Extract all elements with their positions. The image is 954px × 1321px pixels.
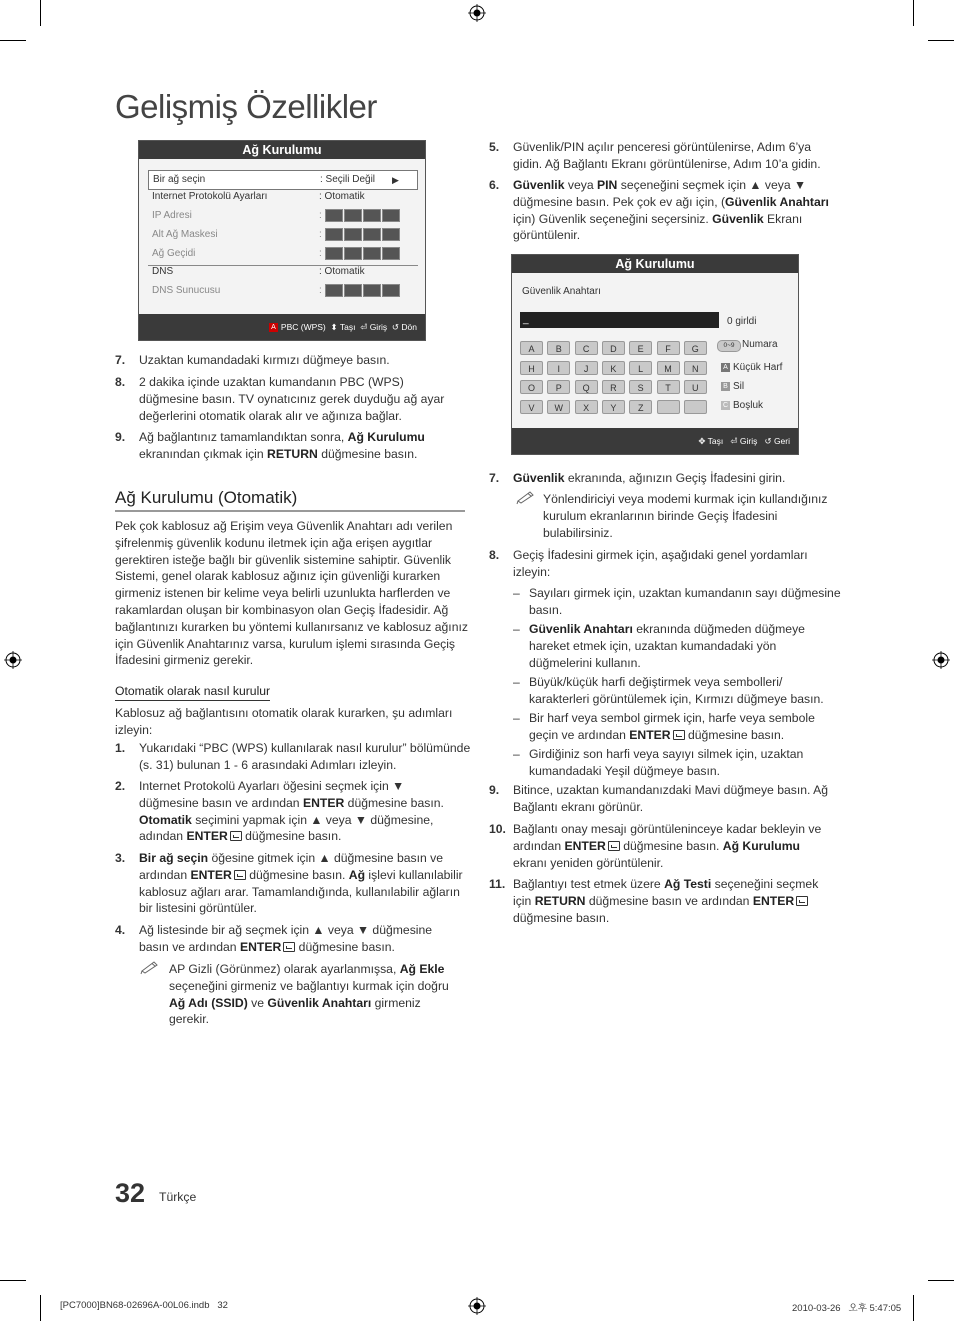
subnet-mask-row: Alt Ağ Maskesi : <box>148 226 418 244</box>
key-g[interactable]: G <box>684 341 707 355</box>
char-count: 0 girldi <box>727 316 757 327</box>
security-key-input[interactable]: _ <box>520 312 719 328</box>
enter-icon <box>608 841 620 851</box>
key-i[interactable]: I <box>547 361 570 375</box>
crop-mark <box>40 1295 41 1321</box>
key-d[interactable]: D <box>602 341 625 355</box>
key-e[interactable]: E <box>629 341 652 355</box>
key-w[interactable]: W <box>547 400 570 414</box>
key-f[interactable]: F <box>657 341 680 355</box>
step-9-right: 9. Bitince, uzaktan kumandanızdaki Mavi düğmeye basın. Ağ Bağlantı ekranı görünür. <box>489 783 829 814</box>
print-footer-left: [PC7000]BN68-02696A-00L06.indb 32 <box>60 1300 228 1311</box>
key-s[interactable]: S <box>629 380 652 394</box>
enter-icon <box>234 870 246 880</box>
key-p[interactable]: P <box>547 380 570 394</box>
ip-settings-row[interactable]: Internet Protokolü Ayarları : Otomatik <box>152 191 365 202</box>
key-blank[interactable] <box>684 400 707 414</box>
dash-item-1: – Sayıları girmek için, uzaktan kumandanın sayı düğmesine basın. <box>513 586 841 617</box>
numara-label: Numara <box>742 339 778 350</box>
space-option[interactable]: C Boşluk <box>722 400 764 411</box>
crop-mark <box>928 40 954 41</box>
page-number: 32 <box>115 1178 146 1208</box>
note-pencil-icon <box>140 959 160 975</box>
return-icon: ↺ <box>391 322 400 332</box>
key-b[interactable]: B <box>547 341 570 355</box>
gateway-row: Ağ Geçidi : <box>148 245 418 263</box>
key-h[interactable]: H <box>520 361 543 375</box>
auto-step-3: 3. Bir ağ seçin öğesine gitmek için ▲ düğmesine basın ve ardından ENTER düğmesine basın. Ağ işlevi kullanılabilir kablosuz ağları arar. Tamamlandığında, kullanılabilir ağların bir listesini görüntüler. <box>115 851 463 916</box>
crop-mark <box>0 40 26 41</box>
step-11: 11. Bağlantıyı test etmek üzere Ağ Testi seçeneğini seçmek için RETURN düğmesine basın ve ardından ENTER düğmesine basın. <box>489 877 819 925</box>
key-a[interactable]: A <box>520 341 543 355</box>
key-u[interactable]: U <box>684 380 707 394</box>
red-a-badge: A <box>269 323 278 332</box>
four-way-arrow-icon: ✥ <box>698 436 706 446</box>
key-t[interactable]: T <box>657 380 680 394</box>
select-network-row[interactable]: Bir ağ seçin : Seçili Değil ▶ <box>148 170 418 190</box>
return-icon: ↺ <box>764 436 772 446</box>
note-passphrase: Yönlendiriciyi veya modemi kurmak için kullandığınız kurulum ekranlarının birinde Geçiş İfadesini bulabilirsiniz. <box>543 492 828 540</box>
crop-mark <box>928 1280 954 1281</box>
screen-header: Ağ Kurulumu <box>512 255 798 273</box>
step-8-right: 8. Geçiş İfadesini girmek için, aşağıdaki genel yordamları izleyin: <box>489 548 808 579</box>
security-key-screen <box>511 254 799 455</box>
step-9: 9. Ağ bağlantınız tamamlandıktan sonra, Ağ Kurulumu ekranından çıkmak için RETURN düğmesine basın. <box>115 430 425 461</box>
key-v[interactable]: V <box>520 400 543 414</box>
registration-mark-icon <box>468 1297 486 1315</box>
enter-icon <box>796 896 808 906</box>
crop-mark <box>0 1280 26 1281</box>
ip-address-row: IP Adresi : <box>148 207 418 225</box>
print-footer-right: 2010-03-26 오후 5:47:05 <box>792 1303 902 1314</box>
key-y[interactable]: Y <box>602 400 625 414</box>
step-10: 10. Bağlantı onay mesajı görüntüleninceye kadar bekleyin ve ardından ENTER düğmesine basın. Ağ Kurulumu ekranı yeniden görüntülenir. <box>489 822 822 870</box>
enter-icon <box>283 942 295 952</box>
note-pencil-icon <box>516 489 536 505</box>
step-6: 6. Güvenlik veya PIN seçeneğini seçmek için ▲ veya ▼ düğmesine basın. Pek çok ev ağı için, (Güvenlik Anahtarı için) Güvenlik seçeneğini seçersiniz. Güvenlik Ekranı görüntülenir. <box>489 178 829 243</box>
security-key-label: Güvenlik Anahtarı <box>522 286 601 297</box>
crop-mark <box>913 0 914 26</box>
key-r[interactable]: R <box>602 380 625 394</box>
howto-intro: Kablosuz ağ bağlantısını otomatik olarak kurarken, şu adımları izleyin: <box>115 706 453 737</box>
step-5: 5. Güvenlik/PIN açılır penceresi görüntülenirse, Adım 6’ya gidin. Ağ Bağlantı Ekranı görüntülenirse, Adım 10’a gidin. <box>489 140 821 171</box>
screen-header: Ağ Kurulumu <box>139 141 425 159</box>
number-toggle[interactable]: 0~9 <box>717 340 741 352</box>
key-l[interactable]: L <box>629 361 652 375</box>
registration-mark-icon <box>932 651 950 669</box>
registration-mark-icon <box>4 651 22 669</box>
key-x[interactable]: X <box>575 400 598 414</box>
key-c[interactable]: C <box>575 341 598 355</box>
screen-footer: ✥ Taşı ⏎ Giriş ↺ Geri <box>512 428 798 454</box>
dash-item-4: – Bir harf veya sembol girmek için, harfe veya sembole geçin ve ardından ENTER düğmesine basın. <box>513 711 815 742</box>
auto-step-2: 2. Internet Protokolü Ayarları öğesini seçmek için ▼ düğmesine basın ve ardından ENTER düğmesine basın. Otomatik seçimini yapmak için ▲ veya ▼ düğmesine, adından ENTER düğmesine basın. <box>115 779 444 844</box>
screen-footer: A PBC (WPS) ⬍ Taşı ⏎ Giriş ↺ Dön <box>139 314 425 340</box>
step-8: 8. 2 dakika içinde uzaktan kumandanın PBC (WPS) düğmesine basın. TV oynatıcınız gerek duyduğu ağ ayar değerlerini otomatik olarak alır ve ağınıza bağlar. <box>115 375 445 423</box>
enter-icon: ⏎ <box>360 322 368 332</box>
key-z[interactable]: Z <box>629 400 652 414</box>
key-n[interactable]: N <box>684 361 707 375</box>
page-title: Gelişmiş Özellikler <box>115 88 377 125</box>
dash-item-5: – Girdiğiniz son harfi veya sayıyı silmek için, uzaktan kumandadaki Yeşil düğmeye basın. <box>513 747 804 778</box>
registration-mark-icon <box>468 4 486 22</box>
enter-icon <box>230 831 242 841</box>
key-j[interactable]: J <box>575 361 598 375</box>
key-m[interactable]: M <box>657 361 680 375</box>
up-down-arrow-icon: ⬍ <box>330 322 338 332</box>
section-heading: Ağ Kurulumu (Otomatik) <box>115 488 298 507</box>
subheading: Otomatik olarak nasıl kurulur <box>115 683 270 701</box>
dash-item-2: – Güvenlik Anahtarı ekranında düğmeden düğmeye hareket etmek için, uzaktan kumandadaki yön düğmelerini kullanın. <box>513 622 805 670</box>
note-hidden-ap: AP Gizli (Görünmez) olarak ayarlanmışsa, Ağ Ekle seçeneğini girmeniz ve bağlantıyı kurmak için doğru Ağ Adı (SSID) ve Güvenlik Anahtarı girmeniz gerekir. <box>169 962 449 1027</box>
intro-paragraph: Pek çok kablosuz ağ Erişim veya Güvenlik Anahtarı adı verilen şifrelenmiş güvenlik kodunu iletmek için ağa erişen aygıtlar gerektiren isteğe bağlı bir güvenlik sistemine sahiptir. Güvenlik Sistemi, genel olarak kablosuz ağınız için güvenliği kurarken girmeniz istenen bir kelime veya belirli uzunlukta harflerden ve rakamlardan oluşan bir kombinasyon olan Geçiş İfadesidir. Ağ bağlantınızı kurarken bu yöntemi kullanırsanız ve kablosuz ağınız için Güvenlik Anahtarınız varsa, kurulum işlemi sırasında Geçiş İfadesini girmeniz gerekir. <box>115 519 468 668</box>
dns-row[interactable]: DNS : Otomatik <box>152 266 365 277</box>
key-q[interactable]: Q <box>575 380 598 394</box>
enter-icon <box>673 730 685 740</box>
network-setup-screen <box>138 140 426 341</box>
dash-item-3: – Büyük/küçük harfi değiştirmek veya sembolleri/ karakterleri görüntülemek için, Kırmızı düğmeye basın. <box>513 675 824 706</box>
key-o[interactable]: O <box>520 380 543 394</box>
enter-icon: ⏎ <box>730 436 738 446</box>
crop-mark <box>40 0 41 26</box>
delete-option[interactable]: B Sil <box>721 381 744 392</box>
lowercase-option[interactable]: A Küçük Harf <box>721 362 782 373</box>
auto-step-1: 1. Yukarıdaki “PBC (WPS) kullanılarak nasıl kurulur” bölümünde (s. 31) bulunan 1 - 6 arasındaki Adımları izleyin. <box>115 741 471 772</box>
auto-step-4: 4. Ağ listesinde bir ağ seçmek için ▲ veya ▼ düğmesine basın ve ardından ENTER düğmesine basın. <box>115 923 433 954</box>
language-label: Türkçe <box>159 1190 197 1204</box>
section-rule <box>115 510 465 512</box>
key-blank[interactable] <box>657 400 680 414</box>
crop-mark <box>913 1295 914 1321</box>
key-k[interactable]: K <box>602 361 625 375</box>
dns-server-row: DNS Sunucusu : <box>148 282 418 300</box>
arrow-right-icon: ▶ <box>392 175 399 185</box>
